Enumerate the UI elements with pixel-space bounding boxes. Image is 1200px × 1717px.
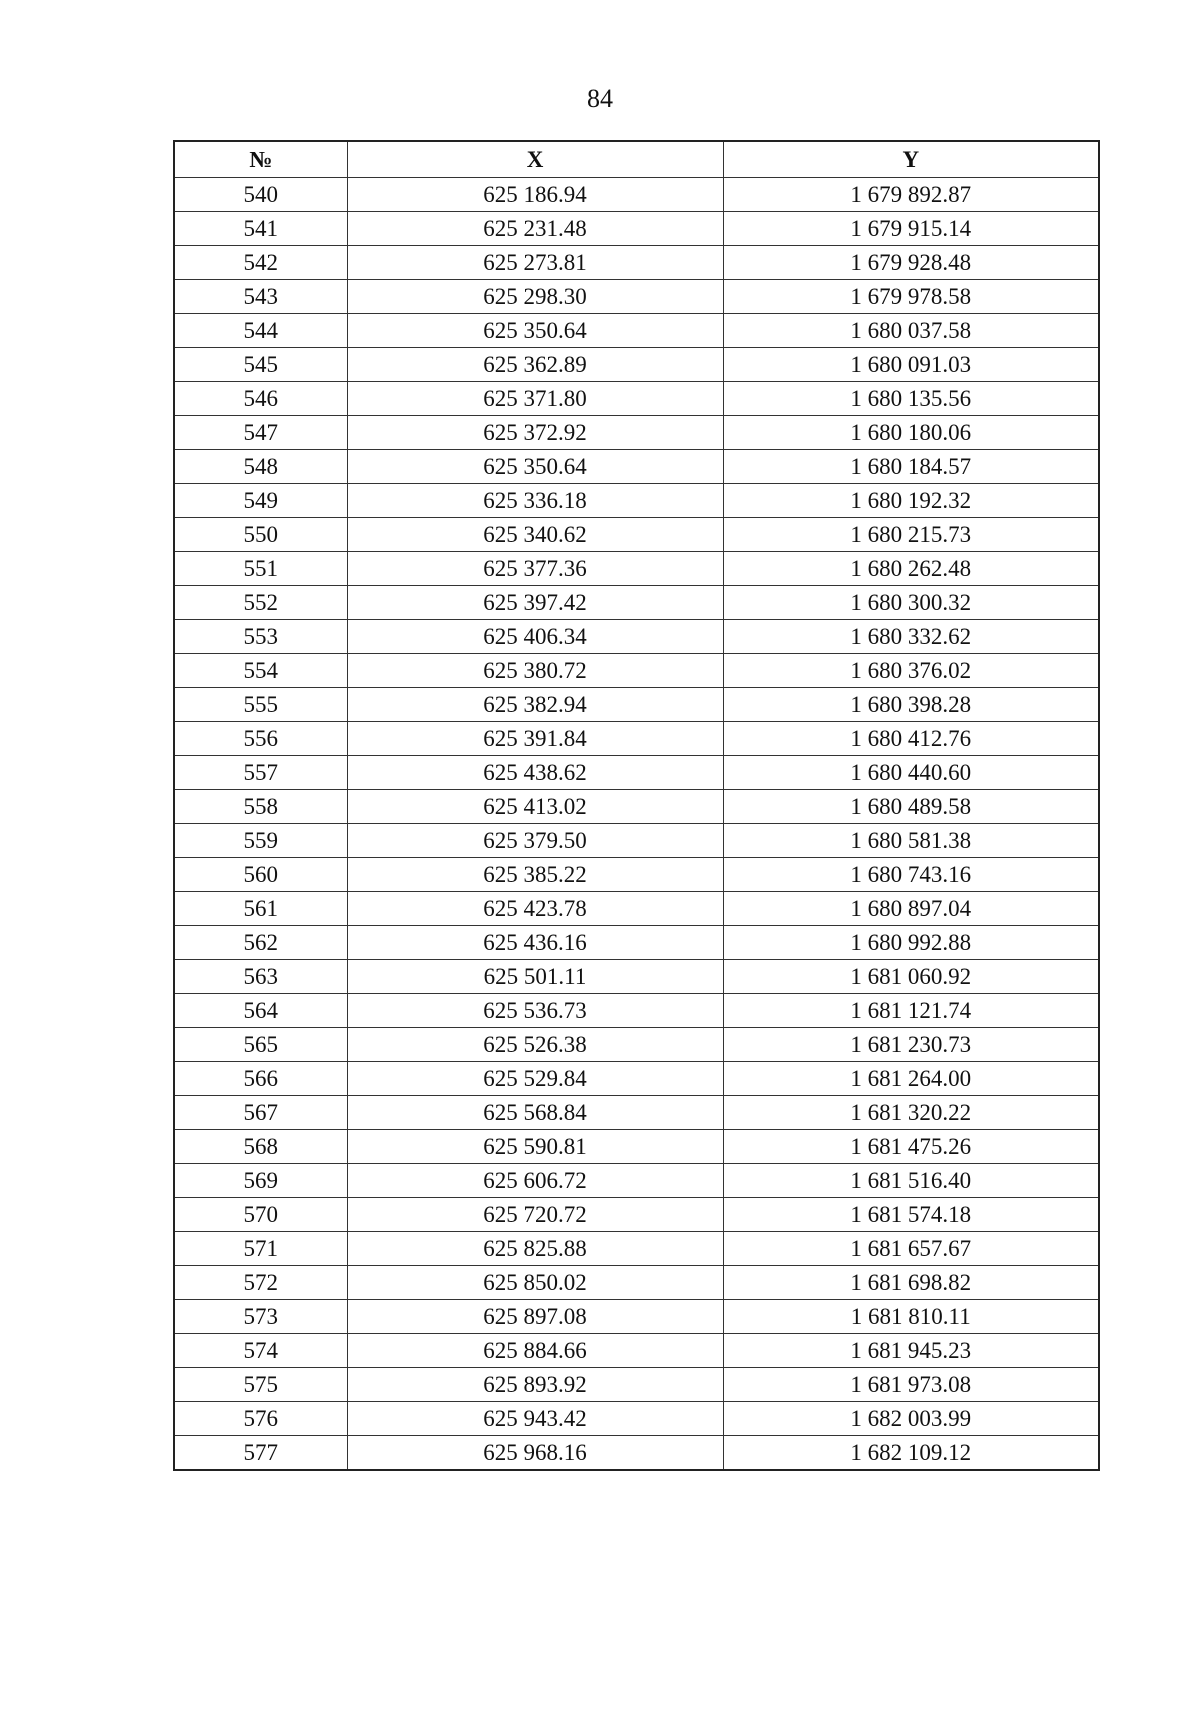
cell-number: 546: [174, 382, 347, 416]
cell-number: 565: [174, 1028, 347, 1062]
cell-number: 556: [174, 722, 347, 756]
cell-number: 544: [174, 314, 347, 348]
table-row: [174, 960, 1099, 994]
cell-y: 1 680 180.06: [723, 416, 1099, 450]
cell-number: 563: [174, 960, 347, 994]
cell-y: 1 681 973.08: [723, 1368, 1099, 1402]
cell-y: 1 680 489.58: [723, 790, 1099, 824]
cell-x: 625 336.18: [347, 484, 723, 518]
table-row: [174, 858, 1099, 892]
cell-number: 554: [174, 654, 347, 688]
cell-x: 625 413.02: [347, 790, 723, 824]
cell-x: 625 436.16: [347, 926, 723, 960]
table-row: [174, 246, 1099, 280]
cell-x: 625 298.30: [347, 280, 723, 314]
table-row: [174, 552, 1099, 586]
table-row: [174, 1266, 1099, 1300]
cell-x: 625 350.64: [347, 450, 723, 484]
cell-y: 1 680 743.16: [723, 858, 1099, 892]
cell-x: 625 850.02: [347, 1266, 723, 1300]
column-header-number: №: [174, 141, 347, 178]
cell-number: 540: [174, 178, 347, 212]
cell-y: 1 681 264.00: [723, 1062, 1099, 1096]
cell-y: 1 680 412.76: [723, 722, 1099, 756]
cell-y: 1 682 109.12: [723, 1436, 1099, 1471]
table-row: [174, 1436, 1099, 1471]
cell-number: 574: [174, 1334, 347, 1368]
table-row: [174, 518, 1099, 552]
table-row: [174, 892, 1099, 926]
cell-number: 542: [174, 246, 347, 280]
cell-x: 625 536.73: [347, 994, 723, 1028]
page-number: 84: [587, 84, 613, 113]
cell-x: 625 391.84: [347, 722, 723, 756]
cell-x: 625 273.81: [347, 246, 723, 280]
cell-x: 625 526.38: [347, 1028, 723, 1062]
cell-y: 1 681 810.11: [723, 1300, 1099, 1334]
table-row: [174, 1198, 1099, 1232]
cell-number: 568: [174, 1130, 347, 1164]
table-row: [174, 212, 1099, 246]
cell-x: 625 186.94: [347, 178, 723, 212]
cell-x: 625 379.50: [347, 824, 723, 858]
table-body: [174, 178, 1099, 1471]
column-header-y: Y: [723, 141, 1099, 178]
cell-x: 625 590.81: [347, 1130, 723, 1164]
cell-x: 625 406.34: [347, 620, 723, 654]
cell-number: 571: [174, 1232, 347, 1266]
table-row: [174, 620, 1099, 654]
table-row: [174, 1028, 1099, 1062]
table-row: [174, 1368, 1099, 1402]
cell-number: 569: [174, 1164, 347, 1198]
cell-number: 566: [174, 1062, 347, 1096]
table-row: [174, 1300, 1099, 1334]
coordinates-table: [173, 140, 1100, 1471]
cell-number: 560: [174, 858, 347, 892]
cell-y: 1 681 698.82: [723, 1266, 1099, 1300]
cell-y: 1 680 091.03: [723, 348, 1099, 382]
cell-x: 625 438.62: [347, 756, 723, 790]
cell-x: 625 568.84: [347, 1096, 723, 1130]
cell-y: 1 680 135.56: [723, 382, 1099, 416]
column-header-x: X: [347, 141, 723, 178]
cell-x: 625 943.42: [347, 1402, 723, 1436]
cell-x: 625 606.72: [347, 1164, 723, 1198]
cell-number: 572: [174, 1266, 347, 1300]
cell-x: 625 340.62: [347, 518, 723, 552]
cell-number: 570: [174, 1198, 347, 1232]
table-row: [174, 178, 1099, 212]
cell-x: 625 385.22: [347, 858, 723, 892]
cell-number: 547: [174, 416, 347, 450]
cell-number: 564: [174, 994, 347, 1028]
cell-y: 1 679 978.58: [723, 280, 1099, 314]
cell-number: 567: [174, 1096, 347, 1130]
cell-x: 625 380.72: [347, 654, 723, 688]
table-row: [174, 790, 1099, 824]
cell-x: 625 231.48: [347, 212, 723, 246]
table-row: [174, 586, 1099, 620]
cell-x: 625 350.64: [347, 314, 723, 348]
table-row: [174, 1232, 1099, 1266]
cell-x: 625 382.94: [347, 688, 723, 722]
cell-number: 573: [174, 1300, 347, 1334]
cell-y: 1 681 657.67: [723, 1232, 1099, 1266]
cell-y: 1 680 581.38: [723, 824, 1099, 858]
cell-number: 549: [174, 484, 347, 518]
cell-y: 1 681 574.18: [723, 1198, 1099, 1232]
cell-number: 551: [174, 552, 347, 586]
cell-number: 577: [174, 1436, 347, 1471]
cell-x: 625 501.11: [347, 960, 723, 994]
cell-number: 543: [174, 280, 347, 314]
cell-y: 1 681 475.26: [723, 1130, 1099, 1164]
table-row: [174, 416, 1099, 450]
table-header: [174, 141, 1099, 178]
cell-y: 1 679 928.48: [723, 246, 1099, 280]
cell-y: 1 681 060.92: [723, 960, 1099, 994]
cell-number: 576: [174, 1402, 347, 1436]
cell-number: 559: [174, 824, 347, 858]
cell-number: 575: [174, 1368, 347, 1402]
cell-number: 555: [174, 688, 347, 722]
cell-y: 1 682 003.99: [723, 1402, 1099, 1436]
cell-x: 625 825.88: [347, 1232, 723, 1266]
cell-y: 1 680 897.04: [723, 892, 1099, 926]
cell-number: 545: [174, 348, 347, 382]
cell-x: 625 968.16: [347, 1436, 723, 1471]
cell-number: 558: [174, 790, 347, 824]
cell-x: 625 893.92: [347, 1368, 723, 1402]
cell-y: 1 680 300.32: [723, 586, 1099, 620]
cell-number: 541: [174, 212, 347, 246]
cell-number: 561: [174, 892, 347, 926]
cell-x: 625 362.89: [347, 348, 723, 382]
table-row: [174, 484, 1099, 518]
table-row: [174, 654, 1099, 688]
cell-y: 1 681 121.74: [723, 994, 1099, 1028]
table-row: [174, 756, 1099, 790]
cell-y: 1 681 945.23: [723, 1334, 1099, 1368]
cell-x: 625 529.84: [347, 1062, 723, 1096]
cell-y: 1 681 516.40: [723, 1164, 1099, 1198]
cell-y: 1 680 440.60: [723, 756, 1099, 790]
cell-x: 625 377.36: [347, 552, 723, 586]
cell-y: 1 680 184.57: [723, 450, 1099, 484]
table-row: [174, 280, 1099, 314]
table-row: [174, 688, 1099, 722]
cell-number: 562: [174, 926, 347, 960]
cell-x: 625 372.92: [347, 416, 723, 450]
header-row: [174, 141, 1099, 178]
cell-x: 625 720.72: [347, 1198, 723, 1232]
table-row: [174, 926, 1099, 960]
cell-number: 550: [174, 518, 347, 552]
cell-y: 1 680 037.58: [723, 314, 1099, 348]
cell-number: 552: [174, 586, 347, 620]
cell-y: 1 680 332.62: [723, 620, 1099, 654]
cell-number: 557: [174, 756, 347, 790]
cell-y: 1 680 992.88: [723, 926, 1099, 960]
cell-y: 1 680 215.73: [723, 518, 1099, 552]
table-row: [174, 314, 1099, 348]
table-row: [174, 382, 1099, 416]
table-row: [174, 1062, 1099, 1096]
table-row: [174, 824, 1099, 858]
table-row: [174, 348, 1099, 382]
table-row: [174, 1130, 1099, 1164]
table-row: [174, 1164, 1099, 1198]
cell-x: 625 371.80: [347, 382, 723, 416]
cell-y: 1 680 192.32: [723, 484, 1099, 518]
cell-y: 1 679 915.14: [723, 212, 1099, 246]
cell-y: 1 680 398.28: [723, 688, 1099, 722]
table-row: [174, 1334, 1099, 1368]
cell-y: 1 679 892.87: [723, 178, 1099, 212]
cell-y: 1 681 230.73: [723, 1028, 1099, 1062]
table-row: [174, 1096, 1099, 1130]
cell-y: 1 680 262.48: [723, 552, 1099, 586]
cell-x: 625 397.42: [347, 586, 723, 620]
cell-number: 548: [174, 450, 347, 484]
cell-x: 625 423.78: [347, 892, 723, 926]
cell-y: 1 681 320.22: [723, 1096, 1099, 1130]
table-row: [174, 450, 1099, 484]
table-row: [174, 1402, 1099, 1436]
cell-y: 1 680 376.02: [723, 654, 1099, 688]
cell-x: 625 897.08: [347, 1300, 723, 1334]
cell-x: 625 884.66: [347, 1334, 723, 1368]
table-row: [174, 722, 1099, 756]
cell-number: 553: [174, 620, 347, 654]
table-row: [174, 994, 1099, 1028]
